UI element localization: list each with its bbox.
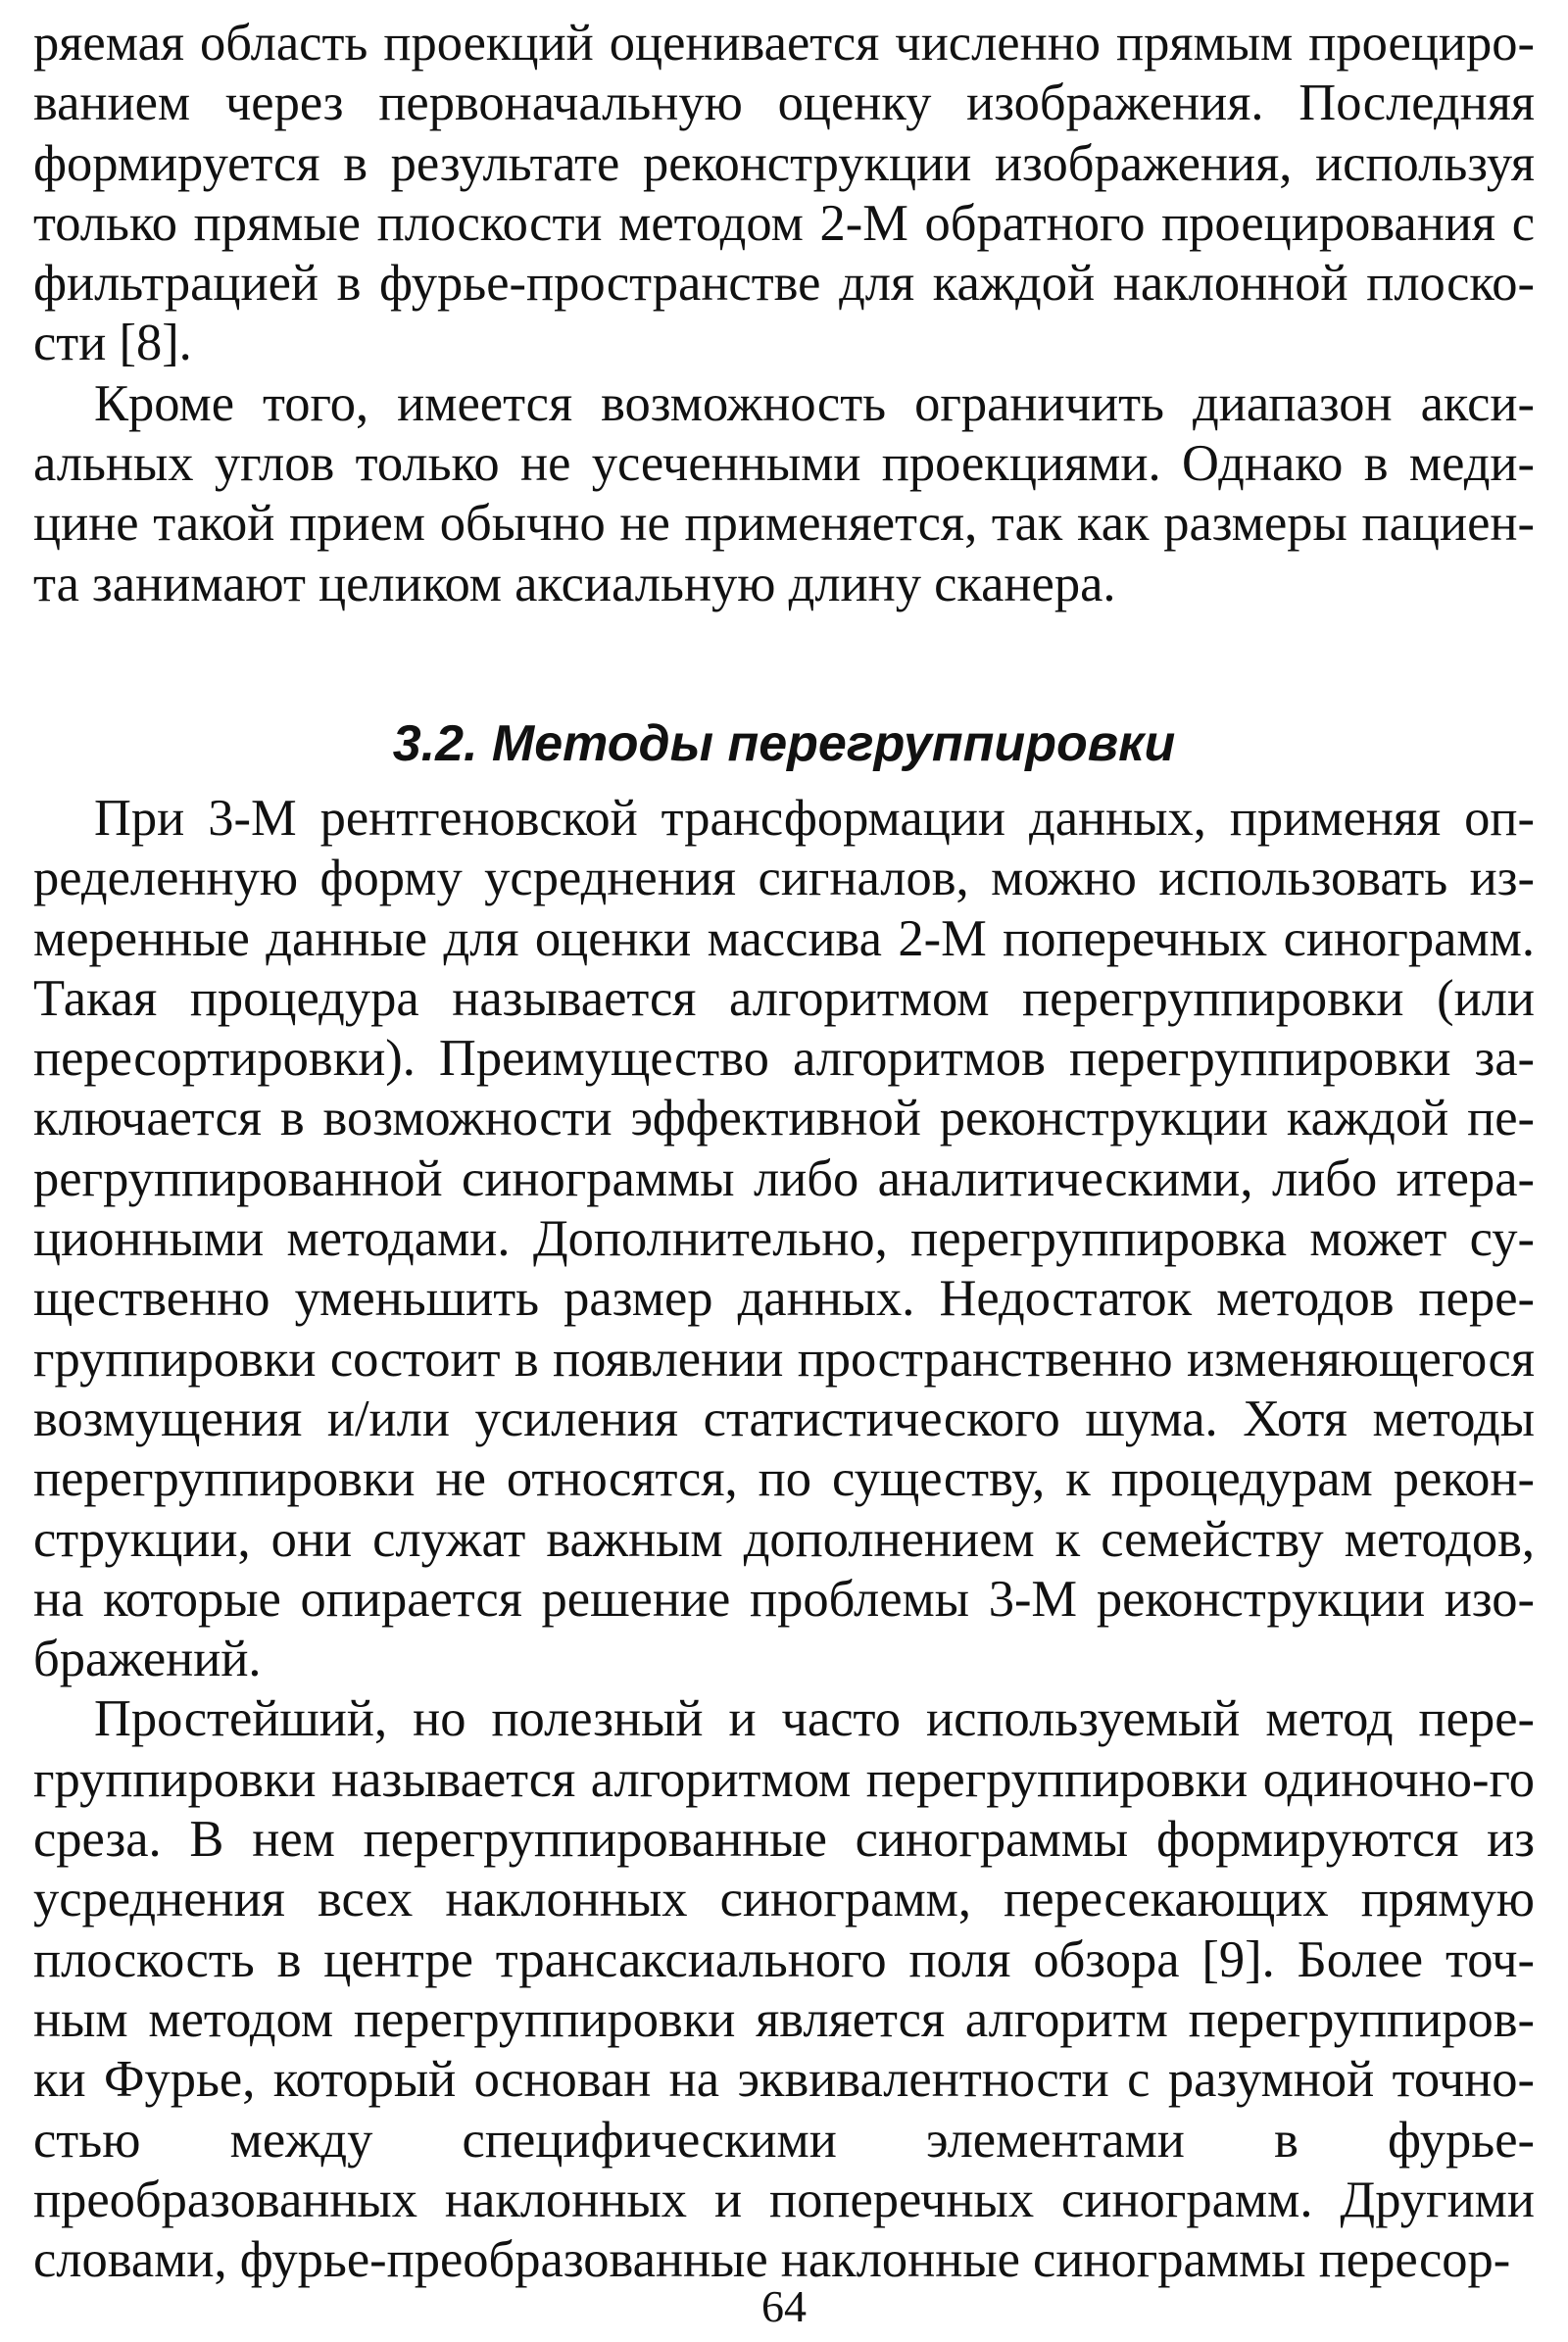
paragraph-single-slice-rebinning: Простейший, но полезный и часто используемый метод пере-группировки называется алгоритмом перегруппировки одиночно-го среза. В нем перегруппированные синограммы формируются из усреднения всех наклонных синограмм, пересекающих прямую плоскость в центре трансаксиального поля обзора [9]. Более точ-ным методом перегруппировки является алгоритм перегруппиров-ки Фурье, который основан на эквивалентности с разумной точно-стью между специфическими элементами в фурье-преобразованных наклонных и поперечных синограмм. Другими словами, фурье-преобразованные наклонные синограммы пересор- xyxy=(33,1690,1535,2289)
paragraph-rebinning-intro: При 3-М рентгеновской трансформации данных, применяя оп-ределенную форму усреднения сигналов, можно использовать из-меренные данные для оценки массива 2-М поперечных синограмм. Такая процедура называется алгоритмом перегруппировки (или пересортировки). Преимущество алгоритмов перегруппировки за-ключается в возможности эффективной реконструкции каждой пе-регруппированной синограммы либо аналитическими, либо итера-ционными методами. Дополнительно, перегруппировка может су-щественно уменьшить размер данных. Недостаток методов пере-группировки состоит в появлении пространственно изменяющегося возмущения и/или усиления статистического шума. Хотя методы перегруппировки не относятся, по существу, к процедурам рекон-струкции, они служат важным дополнением к семейству методов, на которые опирается решение проблемы 3-М реконструкции изо-бражений. xyxy=(33,789,1535,1688)
paragraph-axial-angles: Кроме того, имеется возможность ограничить диапазон акси-альных углов только не усеченными проекциями. Однако в меди-цине такой прием обычно не применяется, так как размеры пациен-та занимают целиком аксиальную длину сканера. xyxy=(33,374,1535,612)
paragraph-continued: ряемая область проекций оценивается численно прямым проециро-ванием через первоначальную оценку изображения. Последняя формируется в результате реконструкции изображения, используя только прямые плоскости методом 2-М обратного проецирования с фильтрацией в фурье-пространстве для каждой наклонной плоско-сти [8]. xyxy=(33,15,1535,372)
section-heading: 3.2. Методы перегруппировки xyxy=(392,714,1176,772)
page-number: 64 xyxy=(761,2281,807,2331)
book-page xyxy=(33,14,1535,2290)
